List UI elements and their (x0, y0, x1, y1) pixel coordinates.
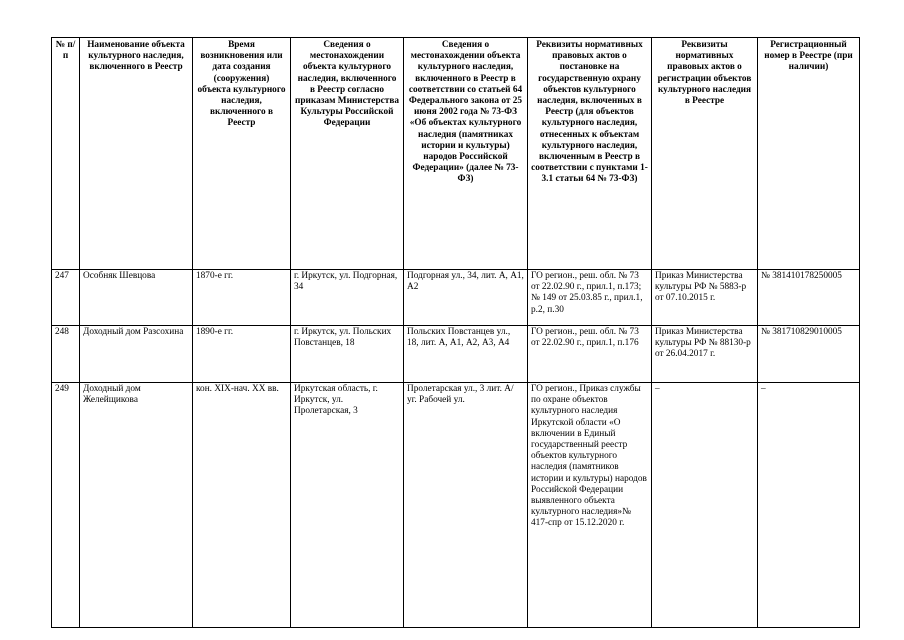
cell-date: кон. XIX-нач. XX вв. (193, 383, 291, 628)
cell-name: Доходный дом Желейщикова (80, 383, 193, 628)
cell-name: Доходный дом Разсохина (80, 326, 193, 383)
cell-protection-acts: ГО регион., реш. обл. № 73 от 22.02.90 г., прил.1, п.173; № 149 от 25.03.85 г., прил.1, р.2, п.30 (528, 270, 652, 326)
cell-reg-number: – (758, 383, 860, 628)
table-row (52, 383, 860, 628)
header-registration-acts: Реквизиты нормативных правовых актов о регистрации объектов культурного наследия в Реестре (652, 38, 758, 270)
document-page (51, 37, 859, 628)
cell-reg-number: № 381410178250005 (758, 270, 860, 326)
header-location-law: Сведения о местонахождении объекта культурного наследия, включенного в Реестр в соответствии со статьей 64 Федерального закона от 25 июня 2002 года № 73-ФЗ «Об объектах культурного наследия (памятниках истории и культуры) народов Российской Федерации» (далее № 73-ФЗ) (404, 38, 528, 270)
cell-location-law: Подгорная ул., 34, лит. А, А1, А2 (404, 270, 528, 326)
header-date: Время возникновения или дата создания (сооружения) объекта культурного наследия, включенного в Реестр (193, 38, 291, 270)
cell-date: 1870-е гг. (193, 270, 291, 326)
header-location-ministry: Сведения о местонахождении объекта культурного наследия, включенного в Реестр согласно приказам Министерства Культуры Российской Федерации (291, 38, 404, 270)
cell-location-law: Польских Повстанцев ул., 18, лит. А, А1, А2, А3, А4 (404, 326, 528, 383)
cell-number: 248 (52, 326, 80, 383)
cell-location-ministry: Иркутская область, г. Иркутск, ул. Пролетарская, 3 (291, 383, 404, 628)
cell-registration-acts: – (652, 383, 758, 628)
cell-registration-acts: Приказ Министерства культуры РФ № 88130-р от 26.04.2017 г. (652, 326, 758, 383)
cell-number: 247 (52, 270, 80, 326)
header-number: № п/п (52, 38, 80, 270)
cell-protection-acts: ГО регион., Приказ службы по охране объектов культурного наследия Иркутской области «О включении в Единый государственный реестр объектов культурного наследия (памятников истории и культуры) народов Российской Федерации выявленного объекта культурного наследия»№ 417-спр от 15.12.2020 г. (528, 383, 652, 628)
table-row (52, 326, 860, 383)
table-row (52, 270, 860, 326)
cell-protection-acts: ГО регион., реш. обл. № 73 от 22.02.90 г., прил.1, п.176 (528, 326, 652, 383)
cell-location-law: Пролетарская ул., 3 лит. А/ уг. Рабочей ул. (404, 383, 528, 628)
cell-location-ministry: г. Иркутск, ул. Польских Повстанцев, 18 (291, 326, 404, 383)
header-name: Наименование объекта культурного наследия, включенного в Реестр (80, 38, 193, 270)
header-protection-acts: Реквизиты нормативных правовых актов о постановке на государственную охрану объектов культурного наследия, включенных в Реестр (для объектов культурного наследия, отнесенных к объектам культурного наследия, включенным в Реестр в соответствии с пунктами 1-3.1 статьи 64 № 73-ФЗ) (528, 38, 652, 270)
cell-name: Особняк Шевцова (80, 270, 193, 326)
heritage-register-table (51, 37, 860, 628)
cell-registration-acts: Приказ Министерства культуры РФ № 5883-р от 07.10.2015 г. (652, 270, 758, 326)
cell-location-ministry: г. Иркутск, ул. Подгорная, 34 (291, 270, 404, 326)
cell-date: 1890-е гг. (193, 326, 291, 383)
header-reg-number: Регистрационный номер в Реестре (при наличии) (758, 38, 860, 270)
cell-number: 249 (52, 383, 80, 628)
cell-reg-number: № 381710829010005 (758, 326, 860, 383)
table-header-row (52, 38, 860, 270)
